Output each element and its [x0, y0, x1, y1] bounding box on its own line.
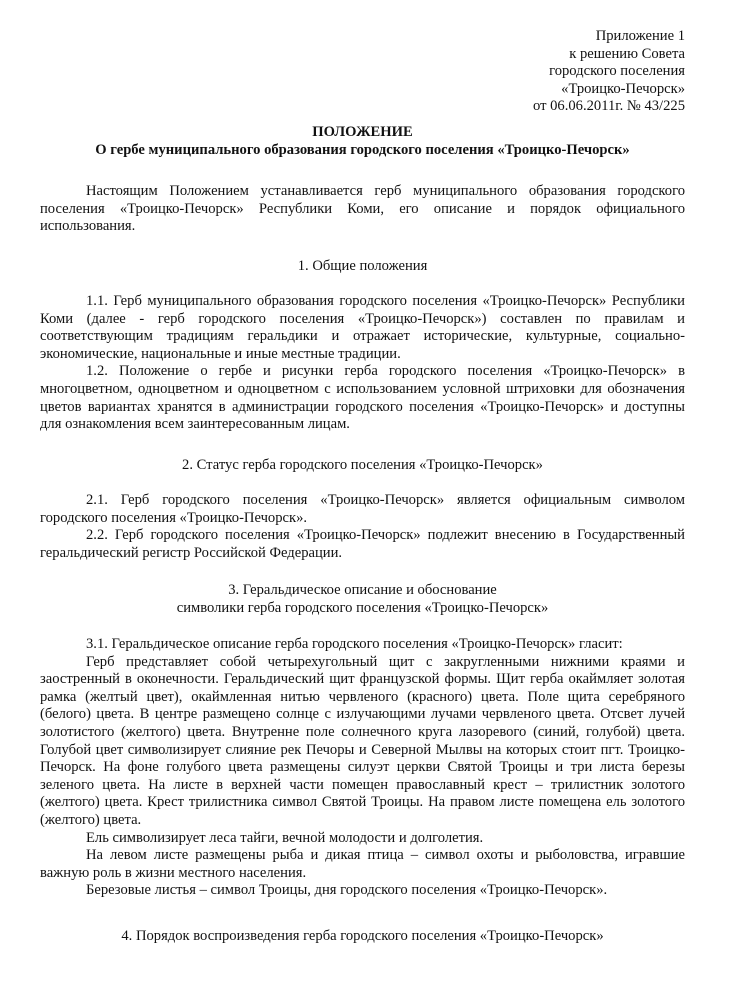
appendix-line: «Троицко-Печорск»	[561, 80, 685, 97]
section-2-heading: 2. Статус герба городского поселения «Троицко-Печорск»	[182, 457, 543, 473]
paragraph-3-3: Ель символизирует леса тайги, вечной молодости и долголетия.	[86, 829, 484, 846]
section-3-heading-line2: символики герба городского поселения «Троицко-Печорск»	[176, 599, 549, 616]
section-3-heading-line1: 3. Геральдическое описание и обоснование	[228, 582, 497, 598]
appendix-block	[533, 28, 685, 116]
document-title	[40, 124, 685, 159]
appendix-line: от 06.06.2011г. № 43/225	[532, 98, 685, 115]
intro-text: Настоящим Положением устанавливается герб муниципального образования городского поселения «Троицко-Печорск» Республики Коми, его описание и порядок официального использования.	[40, 183, 685, 235]
section-2-body	[40, 492, 685, 562]
intro-paragraph	[40, 183, 685, 236]
appendix-line: к решению Совета	[569, 45, 685, 62]
title-subtitle: О гербе муниципального образования городского поселения «Троицко-Печорск»	[95, 141, 630, 158]
appendix-line: Приложение 1	[595, 28, 685, 44]
paragraph-1-1: 1.1. Герб муниципального образования городского поселения «Троицко-Печорск» Республики Коми (далее - герб городского поселения «Троицко-Печорск») составлен по правилам и соответствующим традициям геральдики и отражает исторические, культурные, социально-экономические, национальные и иные местные традиции.	[40, 293, 685, 362]
section-4-heading: 4. Порядок воспроизведения герба городского поселения «Троицко-Печорск»	[121, 928, 604, 944]
paragraph-2-2: 2.2. Герб городского поселения «Троицко-Печорск» подлежит внесению в Государственный геральдический регистр Российской Федерации.	[40, 527, 685, 561]
paragraph-3-5: Березовые листья – символ Троицы, дня городского поселения «Троицко-Печорск».	[86, 882, 608, 899]
section-3-heading	[40, 582, 685, 617]
section-3-body	[40, 636, 685, 900]
appendix-line: городского поселения	[549, 63, 685, 80]
section-1-body	[40, 293, 685, 434]
paragraph-1-2: 1.2. Положение о гербе и рисунки герба городского поселения «Троицко-Печорск» в многоцветном, одноцветном и одноцветном с использованием условной штриховки для обозначения цветов вариантах хранятся в администрации городского поселения «Троицко-Печорск» и доступны для ознакомления всем заинтересованным лицам.	[40, 363, 685, 433]
paragraph-3-1: 3.1. Геральдическое описание герба городского поселения «Троицко-Печорск» гласит:	[86, 636, 623, 652]
paragraph-3-2: Герб представляет собой четырехугольный щит с закругленными нижними краями и заостренный в оконечности. Геральдический щит французской формы. Щит герба окаймляет золотая рамка (желтый цвет), окаймленная нитью червленого (красного) цвета. Поле щита серебряного (белого) цвета. В центре размещено солнце с излучающими лучами червленого цвета. Отсвет лучей золотистого (желтого) цвета. Внутренне поле солнечного круга лазоревого (синий, голубой) цвета. Голубой цвет символизирует слияние рек Печоры и Северной Мылвы на которых стоит пгт. Троицко-Печорск. На фоне голубого цвета размещены силуэт церкви Святой Троицы и три листа березы зеленого цвета. На листе в верхней части помещен православный крест – трилистник золотого (желтого) цвета. Крест трилистника символ Святой Троицы. На правом листе помещена ель золотого (желтого) цвета.	[40, 653, 685, 828]
paragraph-2-1: 2.1. Герб городского поселения «Троицко-Печорск» является официальным символом городского поселения «Троицко-Печорск».	[40, 492, 685, 526]
title-main: ПОЛОЖЕНИЕ	[312, 124, 413, 140]
section-1-heading: 1. Общие положения	[297, 258, 428, 274]
paragraph-3-4: На левом листе размещены рыба и дикая птица – символ охоты и рыболовства, игравшие важную роль в жизни местного населения.	[40, 847, 685, 881]
